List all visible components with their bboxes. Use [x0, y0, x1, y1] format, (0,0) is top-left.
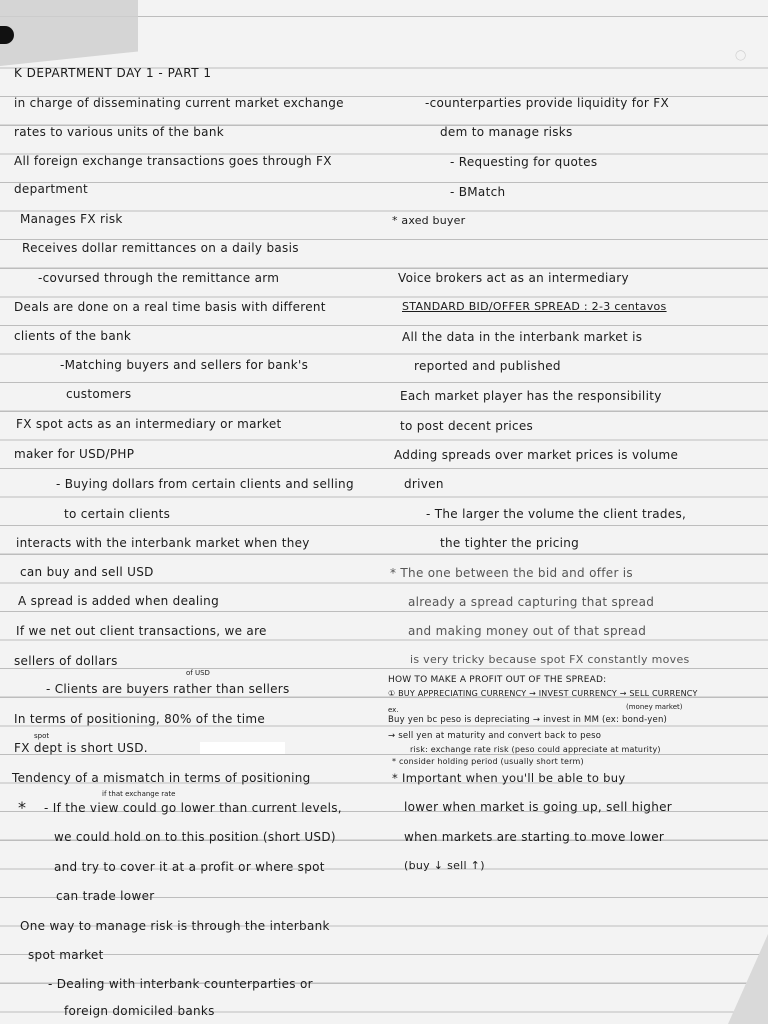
small-note-line: ① BUY APPRECIATING CURRENCY → INVEST CURRENCY → SELL CURRENCY	[388, 689, 698, 698]
note-line: * axed buyer	[392, 214, 466, 227]
note-line: rates to various units of the bank	[14, 125, 224, 139]
note-line: already a spread capturing that spread	[408, 595, 655, 609]
note-line: lower when market is going up, sell higher	[404, 800, 673, 814]
note-line: - The larger the volume the client trades,	[426, 507, 687, 521]
note-line: In terms of positioning, 80% of the time	[14, 712, 266, 726]
small-note-line: risk: exchange rate risk (peso could appreciate at maturity)	[410, 745, 661, 754]
star-mark: *	[18, 798, 27, 817]
note-line: -counterparties provide liquidity for FX	[425, 96, 670, 110]
note-line: Tendency of a mismatch in terms of positioning	[12, 771, 311, 785]
note-line: (buy ↓ sell ↑)	[404, 859, 485, 872]
margin-note: if that exchange rate	[102, 790, 176, 798]
small-note-line: HOW TO MAKE A PROFIT OUT OF THE SPREAD:	[388, 675, 607, 685]
note-line: and making money out of that spread	[408, 624, 647, 638]
note-line: reported and published	[414, 359, 561, 373]
note-line: One way to manage risk is through the interbank	[20, 919, 330, 933]
note-line: Voice brokers act as an intermediary	[398, 271, 629, 285]
note-line: - If the view could go lower than current levels,	[44, 801, 342, 815]
note-line: If we net out client transactions, we are	[16, 624, 267, 638]
small-note-line: * consider holding period (usually short term)	[392, 757, 584, 766]
note-line: Deals are done on a real time basis with different	[14, 300, 326, 314]
note-line: Adding spreads over market prices is volume	[394, 448, 679, 462]
note-line: - Clients are buyers rather than sellers	[46, 682, 290, 696]
note-line: A spread is added when dealing	[18, 594, 219, 608]
note-line: - BMatch	[450, 185, 506, 199]
margin-note: (money market)	[626, 703, 683, 711]
note-line: is very tricky because spot FX constantly moves	[410, 653, 690, 666]
note-line: spot market	[28, 948, 104, 962]
note-line: can trade lower	[56, 889, 155, 903]
note-line: interacts with the interbank market when they	[16, 536, 310, 550]
note-line: - Dealing with interbank counterparties or	[48, 977, 313, 991]
note-line: the tighter the pricing	[440, 536, 580, 550]
margin-note: of USD	[186, 669, 210, 677]
note-line: driven	[404, 477, 444, 491]
note-line: we could hold on to this position (short USD)	[54, 830, 336, 844]
note-line: in charge of disseminating current market exchange	[14, 96, 344, 110]
note-line: FX spot acts as an intermediary or market	[16, 417, 282, 431]
note-line: FX dept is short USD.	[14, 741, 148, 755]
small-note-line: ex.	[388, 706, 399, 714]
note-line: Manages FX risk	[20, 212, 123, 226]
margin-note: spot	[34, 732, 50, 740]
note-line: All foreign exchange transactions goes through FX	[14, 154, 332, 168]
note-line: when markets are starting to move lower	[404, 830, 665, 844]
note-line: clients of the bank	[14, 329, 132, 343]
note-line: -Matching buyers and sellers for bank's	[60, 358, 309, 372]
note-line: and try to cover it at a profit or where spot	[54, 860, 325, 874]
note-line: - Buying dollars from certain clients and selling	[56, 477, 354, 491]
note-line: * Important when you'll be able to buy	[392, 771, 626, 785]
note-line: - Requesting for quotes	[450, 155, 598, 169]
note-line: All the data in the interbank market is	[402, 330, 643, 344]
note-line: to post decent prices	[400, 419, 534, 433]
bleed-through-mark: ◯	[735, 50, 747, 61]
note-line: foreign domiciled banks	[64, 1004, 215, 1018]
note-line: -covursed through the remittance arm	[38, 271, 280, 285]
tape-piece	[0, 0, 138, 66]
note-line: customers	[66, 387, 132, 401]
note-line-underlined: STANDARD BID/OFFER SPREAD : 2-3 centavos	[402, 300, 667, 313]
note-line: * The one between the bid and offer is	[390, 566, 633, 580]
note-line: can buy and sell USD	[20, 565, 154, 579]
note-line: dem to manage risks	[440, 125, 573, 139]
note-line: maker for USD/PHP	[14, 447, 135, 461]
note-line: Each market player has the responsibility	[400, 389, 662, 403]
note-line: Receives dollar remittances on a daily basis	[22, 241, 299, 255]
page-corner-curl	[728, 934, 768, 1024]
note-line: department	[14, 182, 88, 196]
whiteout-patch	[200, 742, 285, 754]
small-note-line: Buy yen bc peso is depreciating → invest in MM (ex: bond-yen)	[388, 715, 668, 725]
note-line: to certain clients	[64, 507, 171, 521]
small-note-line: → sell yen at maturity and convert back to peso	[388, 731, 602, 741]
page-title: K DEPARTMENT DAY 1 - PART 1	[14, 66, 212, 80]
note-line: sellers of dollars	[14, 654, 118, 668]
